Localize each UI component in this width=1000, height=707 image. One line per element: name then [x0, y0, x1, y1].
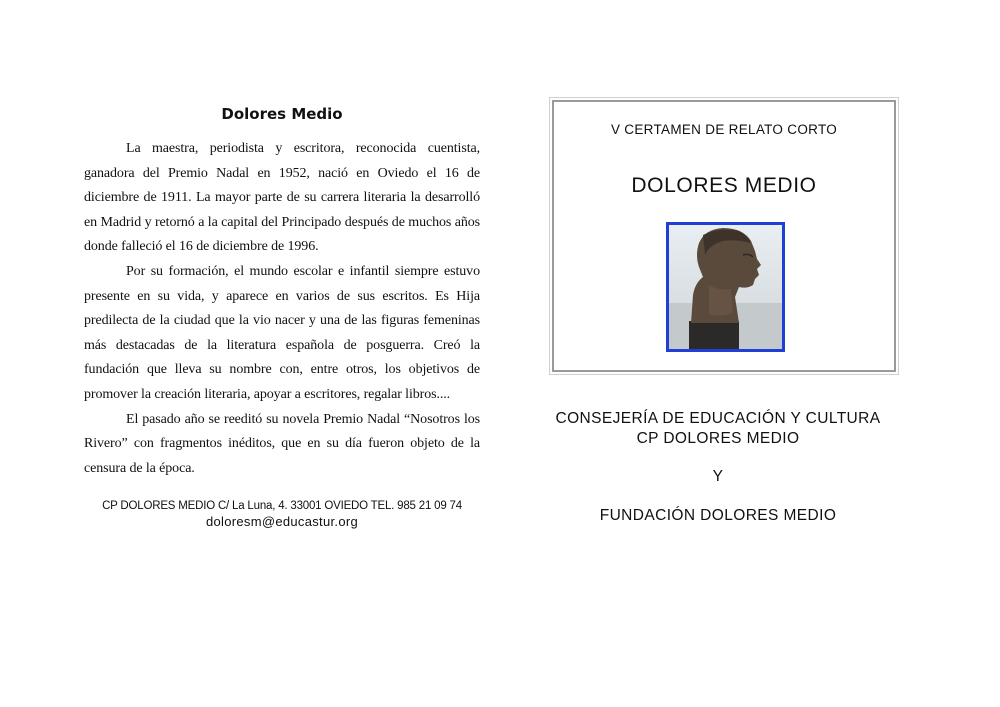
bio-paragraph-1: La maestra, periodista y escritora, reconocida cuentista, ganadora del Premio Nadal en 1952, nació en Oviedo el 16 de diciembre de 1911. La mayor parte de su carrera literaria la desarrolló en Madrid y retornó a la capital del Principado después de muchos años donde falleció el 16 de diciembre de 1996. — [84, 141, 480, 255]
bust-sculpture-image — [669, 225, 782, 349]
bio-paragraph-2: Por su formación, el mundo escolar e infantil siempre estuvo presente en su vida, y aparece en varios de sus escritos. Es Hija predilecta de la ciudad que la vio nacer y una de las figuras femeninas más destacadas de la literatura española de posguerra. Creó la fundación que lleva su nombre con, entre otros, los objetivos de promover la creación literaria, apoyar a escritores, regalar libros.... — [84, 263, 480, 402]
contact-address: CP DOLORES MEDIO C/ La Luna, 4. 33001 OVIEDO TEL. 985 21 09 74 — [102, 500, 462, 513]
contact-email: doloresm@educastur.org — [205, 514, 359, 530]
conjunction-y: Y — [712, 468, 724, 485]
cover-name: DOLORES MEDIO — [631, 174, 817, 197]
biography-column — [84, 103, 480, 530]
bio-paragraph-3: El pasado año se reeditó su novela Premio Nadal “Nosotros los Rivero” con fragmentos inéditos, que en su día fueron objeto de la censura de la época. — [84, 411, 480, 476]
bust-photo — [666, 222, 785, 352]
contest-title: V CERTAMEN DE RELATO CORTO — [610, 122, 838, 137]
organizer-line-1: CONSEJERÍA DE EDUCACIÓN Y CULTURA — [555, 410, 881, 427]
organizer-line-3: FUNDACIÓN DOLORES MEDIO — [599, 507, 837, 524]
cover-box — [552, 100, 896, 372]
page-title: Dolores Medio — [221, 105, 343, 123]
organizer-line-2: CP DOLORES MEDIO — [636, 430, 800, 447]
